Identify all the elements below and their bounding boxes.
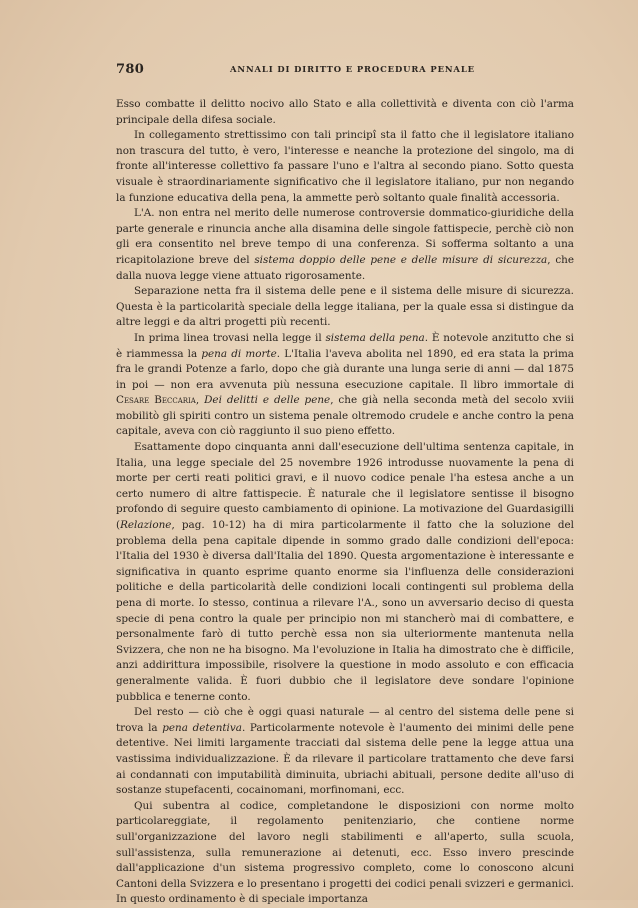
- paragraph-4: Separazione netta fra il sistema delle pene e il sistema delle misure di sicurezza. Questa è la particolarità speciale della legge italiana, per la quale essa si distingue da altre leggi e da altri progetti più recenti.: [116, 285, 574, 329]
- paragraph-8: Qui subentra al codice, completandone le disposizioni con norme molto particolareggiate, il regolamento penitenziario, che contiene norme sull'organizzazione del lavoro negli stabilimenti e all'aperto, sulla scuola, sull'assistenza, sulla remunerazione ai detenuti, ecc. Esso invero prescinde dall'applicazione d'un sistema progressivo completo, come lo conoscono alcuni Cantoni della Svizzera e lo presentano i progetti dei codici penali svizzeri e germanici. In questo ordinamento è di speciale importanza: [116, 799, 574, 906]
- running-title: ANNALI DI DIRITTO E PROCEDURA PENALE: [230, 64, 475, 74]
- italic-phrase: sistema della pena: [325, 331, 425, 344]
- author-name: Cesare Beccaria: [116, 394, 196, 407]
- paragraph-1: Esso combatte il delitto nocivo allo Stato e alla collettività e diventa con ciò l'arma principale della difesa sociale.: [116, 98, 574, 126]
- page-header: [116, 62, 574, 84]
- italic-phrase: Relazione: [120, 519, 172, 532]
- italic-phrase: sistema doppio delle pene e delle misure di sicurezza: [254, 253, 548, 266]
- paragraph-6: Esattamente dopo cinquanta anni dall'esecuzione dell'ultima sentenza capitale, in Italia, una legge speciale del 25 novembre 1926 introdusse nuovamente la pena di morte per certi reati politici gravi, e il nuovo codice penale l'ha estesa anche a un certo numero di altre fattispecie. È naturale che il legislatore sentisse il bisogno profondo di seguire questo cambiamento di opinione. La motivazione del Guardasigilli (Relazione, pag. 10-12) ha di mira particolarmente il fatto che la soluzione del problema della pena capitale dipende in sommo grado dalle condizioni dell'epoca: l'Italia del 1930 è diversa dall'Italia del 1890. Questa argomentazione è interessante e significativa in quanto esprime quanto enorme sia l'influenza delle considerazioni politiche e della particolarità delle condizioni locali contingenti sul problema della pena di morte. Io stesso, continua a rilevare l'A., sono un avversario deciso di questa specie di pena contro la quale per principio non mi stancherò mai di combattere, e personalmente farò di tutto perchè essa non sia ulteriormente mantenuta nella Svizzera, che non ne ha bisogno. Ma l'evoluzione in Italia ha dimostrato che è difficile, anzi addirittura impossibile, risolvere la questione in modo assoluto e con efficacia generalmente valida. È fuori dubbio che il legislatore deve sondare l'opinione pubblica e tenerne conto.: [116, 441, 574, 703]
- italic-phrase: pena detentiva: [162, 721, 242, 734]
- paragraph-3: L'A. non entra nel merito delle numerose controversie dommatico-giuridiche della parte generale e rinuncia anche alla disamina delle singole fattispecie, perchè ciò non gli era consentito nel breve tempo di una conferenza. Si sofferma soltanto a una ricapitolazione breve del sistema doppio delle pene e delle misure di sicurezza, che dalla nuova legge viene attuato rigorosamente.: [116, 207, 574, 282]
- body-text: [116, 97, 574, 908]
- page-number: 780: [116, 62, 145, 77]
- paragraph-7: Del resto — ciò che è oggi quasi naturale — al centro del sistema delle pene si trova la pena detentiva. Particolarmente notevole è l'aumento dei minimi delle pene detentive. Nei limiti largamente tracciati dal sistema delle pene la legge attua una vastissima individualizzazione. È da rilevare il particolare trattamento che deve farsi ai condannati con imputabilità diminuita, ubriachi abituali, persone dedite all'uso di sostanze stupefacenti, cocainomani, morfinomani, ecc.: [116, 706, 574, 797]
- book-title: Dei delitti e delle pene: [204, 394, 331, 407]
- paragraph-5: In prima linea trovasi nella legge il sistema della pena. È notevole anzitutto che si è riammessa la pena di morte. L'Italia l'aveva abolita nel 1890, ed era stata la prima fra le grandi Potenze a farlo, dopo che già durante una lunga serie di anni — dal 1875 in poi — non era avvenuta più nessuna esecuzione capitale. Il libro immortale di Cesare Beccaria, Dei delitti e delle pene, che già nella seconda metà del secolo xviii mobilitò gli spiriti contro un sistema penale oltremodo crudele e anche contro la pena capitale, aveva con ciò raggiunto il suo pieno effetto.: [116, 331, 575, 438]
- journal-page: [116, 62, 574, 908]
- paragraph-2: In collegamento strettissimo con tali principî sta il fatto che il legislatore italiano non trascura del tutto, è vero, l'interesse e neanche la protezione del singolo, ma di fronte all'interesse collettivo fa passare l'uno e l'altra al secondo piano. Sotto questa visuale è straordinariamente significativo che il legislatore italiano, pur non negando la funzione educativa della pena, la ammette però soltanto quale finalità accessoria.: [116, 129, 574, 204]
- italic-phrase: pena di morte: [201, 347, 277, 360]
